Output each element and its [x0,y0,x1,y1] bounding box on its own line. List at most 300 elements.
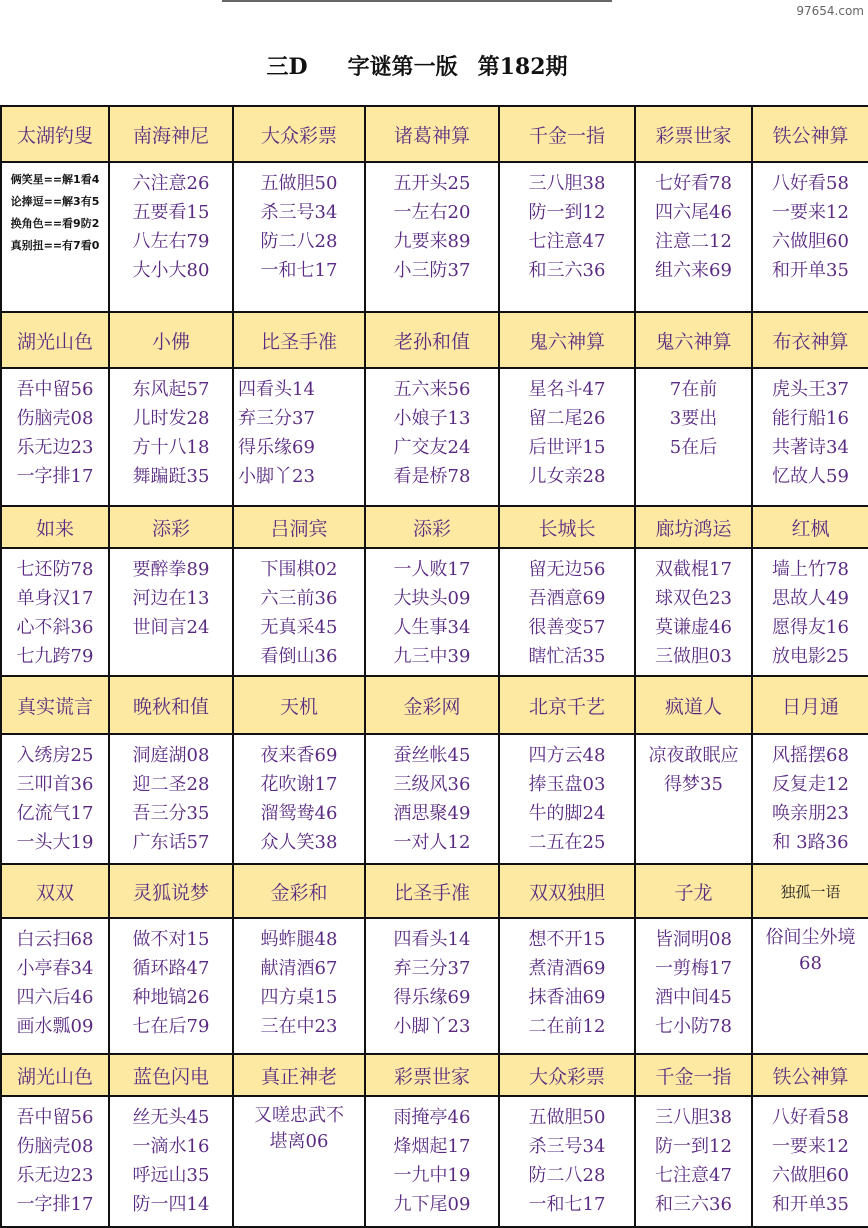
content-row [1,734,868,864]
prediction-line: 5在后 [669,437,718,458]
prediction-line: 七小防78 [655,1016,732,1037]
prediction-line: 七还防78 [16,559,94,580]
prediction-line: 溜鸳鸯46 [260,803,338,824]
prediction-line: 得乐缘69 [238,437,315,458]
prediction-lines [2,375,108,491]
content-row [1,918,868,1054]
predictor-name: 蓝色闪电 [109,1054,233,1096]
prediction-line: 俗间尘外境 [765,927,856,948]
prediction-line: 和三六36 [655,1194,732,1215]
content-row [1,368,868,506]
predictor-name: 廊坊鸿运 [635,506,752,548]
prediction-line: 下围棋02 [260,559,338,580]
prediction-line: 三八胆38 [655,1107,732,1128]
top-divider [222,0,612,2]
prediction-line: 思故人49 [772,588,849,609]
predictor-name: 布衣神算 [752,312,868,368]
predictor-name: 日月通 [752,676,868,734]
prediction-cell [635,368,752,506]
predictor-name: 独孤一语 [752,864,868,918]
prediction-line: 弃三分37 [393,958,471,979]
prediction-cell [752,162,868,312]
prediction-cell [499,162,635,312]
predictor-name: 红枫 [752,506,868,548]
prediction-line: 广交友24 [393,437,471,458]
predictor-name: 真实谎言 [1,676,109,734]
prediction-line: 乐无边23 [16,1165,94,1186]
prediction-cell [109,162,233,312]
prediction-line: 唤亲朋23 [772,803,849,824]
prediction-line: 吾酒意69 [528,588,606,609]
prediction-line: 画水瓢09 [16,1016,94,1037]
prediction-line: 吾中留56 [16,379,94,400]
prediction-lines [500,375,634,491]
predictor-name: 长城长 [499,506,635,548]
prediction-lines [636,741,751,799]
prediction-lines [366,741,498,857]
prediction-lines [234,741,364,857]
prediction-lines [110,741,232,857]
prediction-line: 三八胆38 [528,173,606,194]
prediction-cell [635,162,752,312]
content-row [1,548,868,676]
prediction-cell [1,162,109,312]
predictor-name: 大众彩票 [233,106,365,162]
prediction-line: 广东话57 [132,832,210,853]
prediction-line: 世间言24 [132,617,210,638]
prediction-line: 瞎忙活35 [528,646,606,667]
predictor-name: 铁公神算 [752,1054,868,1096]
prediction-lines [636,925,751,1041]
prediction-line: 六做胆60 [772,231,849,252]
prediction-line: 一滴水16 [132,1136,210,1157]
prediction-lines [500,169,634,285]
prediction-line: 愿得友16 [772,617,849,638]
prediction-line: 杀三号34 [260,202,338,223]
prediction-line: 四六后46 [16,987,94,1008]
prediction-lines [636,555,751,671]
header-row [1,506,868,548]
prediction-line: 白云扫68 [16,929,94,950]
prediction-lines [110,1103,232,1219]
prediction-line: 八左右79 [132,231,210,252]
prediction-line: 留二尾26 [528,408,606,429]
prediction-line: 注意二12 [655,231,732,252]
prediction-line: 种地镐26 [132,987,210,1008]
prediction-line: 一字排17 [16,466,94,487]
prediction-cell [499,1096,635,1227]
predictor-name: 双双独胆 [499,864,635,918]
prediction-line: 五做胆50 [528,1107,606,1128]
predictor-name: 子龙 [635,864,752,918]
prediction-line: 防一到12 [528,202,606,223]
prediction-line: 心不斜36 [16,617,94,638]
prediction-line: 众人笑38 [260,832,338,853]
prediction-cell [365,548,499,676]
prediction-line: 献清酒67 [260,958,338,979]
prediction-lines [500,555,634,671]
prediction-line: 留无边56 [528,559,606,580]
prediction-line: 球双色23 [655,588,732,609]
prediction-line: 后世评15 [528,437,606,458]
riddle-grid [0,105,868,1228]
title-part-2: 字谜第一版 [347,53,458,80]
prediction-line: 得乐缘69 [393,987,471,1008]
prediction-line: 换角色==看9防2 [10,217,100,230]
prediction-line: 牛的脚24 [528,803,606,824]
prediction-line: 六注意26 [132,173,210,194]
prediction-cell [109,368,233,506]
prediction-cell [233,1096,365,1227]
predictor-name: 双双 [1,864,109,918]
prediction-line: 雨掩亭46 [393,1107,471,1128]
prediction-lines [366,925,498,1041]
prediction-line: 小脚丫23 [238,466,315,487]
predictor-name: 千金一指 [635,1054,752,1096]
prediction-line: 七好看78 [655,173,732,194]
prediction-line: 丝无头45 [132,1107,210,1128]
prediction-line: 二在前12 [528,1016,606,1037]
page-title [222,40,612,90]
prediction-line: 防一四14 [132,1194,210,1215]
predictor-name: 鬼六神算 [635,312,752,368]
prediction-line: 伤脑壳08 [16,408,94,429]
predictor-name: 老孙和值 [365,312,499,368]
predictor-name: 彩票世家 [635,106,752,162]
prediction-line: 俩笑星==解1看4 [10,173,100,186]
prediction-cell [1,368,109,506]
prediction-line: 五做胆50 [260,173,338,194]
prediction-line: 吾中留56 [16,1107,94,1128]
prediction-cell [365,1096,499,1227]
prediction-cell [233,548,365,676]
prediction-lines [234,169,364,285]
header-row [1,864,868,918]
prediction-line: 小脚丫23 [393,1016,471,1037]
prediction-line: 七注意47 [528,231,606,252]
predictor-name: 小佛 [109,312,233,368]
prediction-cell [365,918,499,1054]
prediction-lines [234,1103,364,1155]
prediction-line: 煮清酒69 [528,958,606,979]
prediction-line: 68 [799,953,822,974]
prediction-line: 皆洞明08 [655,929,732,950]
prediction-line: 吾三分35 [132,803,210,824]
predictor-name: 彩票世家 [365,1054,499,1096]
prediction-line: 大块头09 [393,588,471,609]
prediction-lines [110,555,232,642]
predictor-name: 真正神老 [233,1054,365,1096]
prediction-line: 四六尾46 [655,202,732,223]
prediction-line: 烽烟起17 [393,1136,471,1157]
prediction-lines [753,1103,868,1219]
prediction-cell [499,918,635,1054]
prediction-cell [233,734,365,864]
prediction-line: 看倒山36 [260,646,338,667]
prediction-line: 放电影25 [772,646,849,667]
prediction-line: 论捧逗==解3有5 [10,195,100,208]
prediction-line: 防二八28 [528,1165,606,1186]
prediction-line: 星名斗47 [528,379,606,400]
prediction-cell [1,734,109,864]
prediction-line: 3要出 [669,408,718,429]
prediction-line: 五六来56 [393,379,471,400]
prediction-cell [233,162,365,312]
prediction-lines [234,375,364,491]
prediction-line: 和开单35 [772,260,849,281]
content-row [1,1096,868,1227]
prediction-line: 儿时发28 [132,408,210,429]
prediction-line: 弃三分37 [238,408,315,429]
predictor-name: 湖光山色 [1,312,109,368]
prediction-line: 九下尾09 [393,1194,471,1215]
prediction-line: 凉夜敢眠应 [648,745,739,766]
prediction-line: 莫谦虚46 [655,617,732,638]
prediction-line: 很善变57 [528,617,606,638]
prediction-line: 反复走12 [772,774,849,795]
header-row [1,106,868,162]
prediction-lines [500,1103,634,1219]
prediction-line: 小三防37 [393,260,471,281]
predictor-name: 千金一指 [499,106,635,162]
prediction-cell [1,918,109,1054]
prediction-lines [110,169,232,285]
predictor-name: 鬼六神算 [499,312,635,368]
prediction-line: 7在前 [669,379,718,400]
prediction-line: 九三中39 [393,646,471,667]
prediction-line: 一剪梅17 [655,958,732,979]
prediction-line: 得梦35 [664,774,723,795]
prediction-lines [366,555,498,671]
prediction-lines [2,925,108,1041]
prediction-line: 风摇摆68 [772,745,849,766]
prediction-line: 一人败17 [393,559,471,580]
prediction-cell [752,734,868,864]
prediction-line: 七九跨79 [16,646,94,667]
prediction-line: 又嗟忠武不 [254,1105,344,1126]
prediction-line: 和三六36 [528,260,606,281]
prediction-line: 一要来12 [772,1136,849,1157]
prediction-line: 河边在13 [132,588,210,609]
prediction-lines [636,1103,751,1219]
prediction-line: 伤脑壳08 [16,1136,94,1157]
prediction-line: 五开头25 [393,173,471,194]
prediction-cell [365,734,499,864]
prediction-cell [752,918,868,1054]
prediction-line: 一和七17 [260,260,338,281]
prediction-lines [753,741,868,857]
prediction-line: 一字排17 [16,1194,94,1215]
prediction-line: 蚂蚱腿48 [260,929,338,950]
prediction-lines [2,169,108,257]
prediction-cell [109,1096,233,1227]
predictor-name: 吕洞宾 [233,506,365,548]
content-row [1,162,868,312]
prediction-line: 四方桌15 [260,987,338,1008]
prediction-line: 杀三号34 [528,1136,606,1157]
prediction-cell [752,368,868,506]
prediction-line: 小娘子13 [393,408,471,429]
prediction-cell [365,162,499,312]
prediction-line: 六三前36 [260,588,338,609]
prediction-line: 一头大19 [16,832,94,853]
predictor-name: 灵狐说梦 [109,864,233,918]
predictor-name: 天机 [233,676,365,734]
prediction-line: 洞庭湖08 [132,745,210,766]
header-row [1,1054,868,1096]
prediction-line: 八好看58 [772,173,849,194]
prediction-cell [499,368,635,506]
prediction-lines [110,375,232,491]
prediction-line: 做不对15 [132,929,210,950]
predictor-name: 晚秋和值 [109,676,233,734]
prediction-cell [1,1096,109,1227]
prediction-line: 防一到12 [655,1136,732,1157]
prediction-line: 儿女亲28 [528,466,606,487]
prediction-lines [234,925,364,1041]
prediction-line: 入绣房25 [16,745,94,766]
predictor-name: 金彩网 [365,676,499,734]
prediction-lines [753,925,868,977]
prediction-lines [366,1103,498,1219]
prediction-line: 小亭春34 [16,958,94,979]
prediction-cell [635,734,752,864]
prediction-lines [500,925,634,1041]
prediction-line: 四方云48 [528,745,606,766]
prediction-lines [753,555,868,671]
prediction-line: 抹香油69 [528,987,606,1008]
prediction-line: 组六来69 [655,260,732,281]
prediction-line: 一九中19 [393,1165,471,1186]
predictor-name: 如来 [1,506,109,548]
prediction-line: 舞蹁跹35 [132,466,210,487]
prediction-line: 共著诗34 [772,437,849,458]
predictor-name: 添彩 [109,506,233,548]
prediction-lines [636,375,751,462]
header-row [1,312,868,368]
prediction-cell [233,918,365,1054]
title-part-1: 三D [266,53,308,80]
prediction-line: 迎二圣28 [132,774,210,795]
prediction-lines [636,169,751,285]
predictor-name: 疯道人 [635,676,752,734]
prediction-line: 蚕丝帐45 [393,745,471,766]
prediction-cell [365,368,499,506]
prediction-line: 九要来89 [393,231,471,252]
prediction-line: 虎头王37 [772,379,849,400]
prediction-cell [752,1096,868,1227]
prediction-cell [109,548,233,676]
predictor-name: 大众彩票 [499,1054,635,1096]
prediction-line: 三级风36 [393,774,471,795]
prediction-cell [233,368,365,506]
prediction-cell [635,1096,752,1227]
prediction-line: 能行船16 [772,408,849,429]
header-row [1,676,868,734]
prediction-line: 六做胆60 [772,1165,849,1186]
prediction-line: 和 3路36 [772,832,849,853]
prediction-line: 方十八18 [132,437,210,458]
prediction-line: 呼远山35 [132,1165,210,1186]
prediction-line: 一对人12 [393,832,471,853]
prediction-cell [1,548,109,676]
prediction-cell [635,918,752,1054]
prediction-line: 忆故人59 [772,466,849,487]
predictor-name: 金彩和 [233,864,365,918]
prediction-line: 单身汉17 [16,588,94,609]
prediction-line: 大小大80 [132,260,210,281]
prediction-lines [110,925,232,1041]
prediction-line: 三叩首36 [16,774,94,795]
title-part-3: 第182期 [477,53,568,80]
predictor-name: 比圣手准 [365,864,499,918]
prediction-lines [500,741,634,857]
prediction-line: 想不开15 [528,929,606,950]
prediction-line: 七注意47 [655,1165,732,1186]
prediction-line: 循环路47 [132,958,210,979]
prediction-line: 三在中23 [260,1016,338,1037]
prediction-line: 四看头14 [238,379,315,400]
prediction-lines [234,555,364,671]
predictor-name: 铁公神算 [752,106,868,162]
prediction-line: 防二八28 [260,231,338,252]
prediction-line: 真别扭==有7看0 [10,239,100,252]
prediction-line: 捧玉盘03 [528,774,606,795]
prediction-lines [2,555,108,671]
predictor-name: 北京千艺 [499,676,635,734]
prediction-line: 八好看58 [772,1107,849,1128]
prediction-line: 三做胆03 [655,646,732,667]
prediction-line: 东风起57 [132,379,210,400]
prediction-lines [366,169,498,285]
prediction-line: 看是桥78 [393,466,471,487]
prediction-line: 一左右20 [393,202,471,223]
prediction-line: 酒思聚49 [393,803,471,824]
prediction-cell [635,548,752,676]
prediction-line: 夜来香69 [260,745,338,766]
site-watermark: 97654.com [796,4,864,18]
prediction-lines [753,375,868,491]
predictor-name: 湖光山色 [1,1054,109,1096]
prediction-line: 四看头14 [393,929,471,950]
prediction-line: 五要看15 [132,202,210,223]
prediction-line: 墙上竹78 [772,559,849,580]
prediction-line: 一要来12 [772,202,849,223]
prediction-line: 二五在25 [528,832,606,853]
prediction-cell [499,734,635,864]
prediction-line: 堪离06 [269,1131,329,1152]
prediction-line: 双截棍17 [655,559,732,580]
prediction-lines [753,169,868,285]
prediction-line: 乐无边23 [16,437,94,458]
prediction-line: 一和七17 [528,1194,606,1215]
predictor-name: 添彩 [365,506,499,548]
prediction-line: 酒中间45 [655,987,732,1008]
prediction-lines [2,1103,108,1219]
prediction-line: 七在后79 [132,1016,210,1037]
prediction-cell [499,548,635,676]
prediction-cell [752,548,868,676]
prediction-cell [109,918,233,1054]
predictor-name: 比圣手准 [233,312,365,368]
predictor-name: 太湖钓叟 [1,106,109,162]
prediction-line: 要醉拳89 [132,559,210,580]
prediction-cell [109,734,233,864]
prediction-line: 亿流气17 [16,803,94,824]
predictor-name: 诸葛神算 [365,106,499,162]
prediction-lines [2,741,108,857]
predictor-name: 南海神尼 [109,106,233,162]
